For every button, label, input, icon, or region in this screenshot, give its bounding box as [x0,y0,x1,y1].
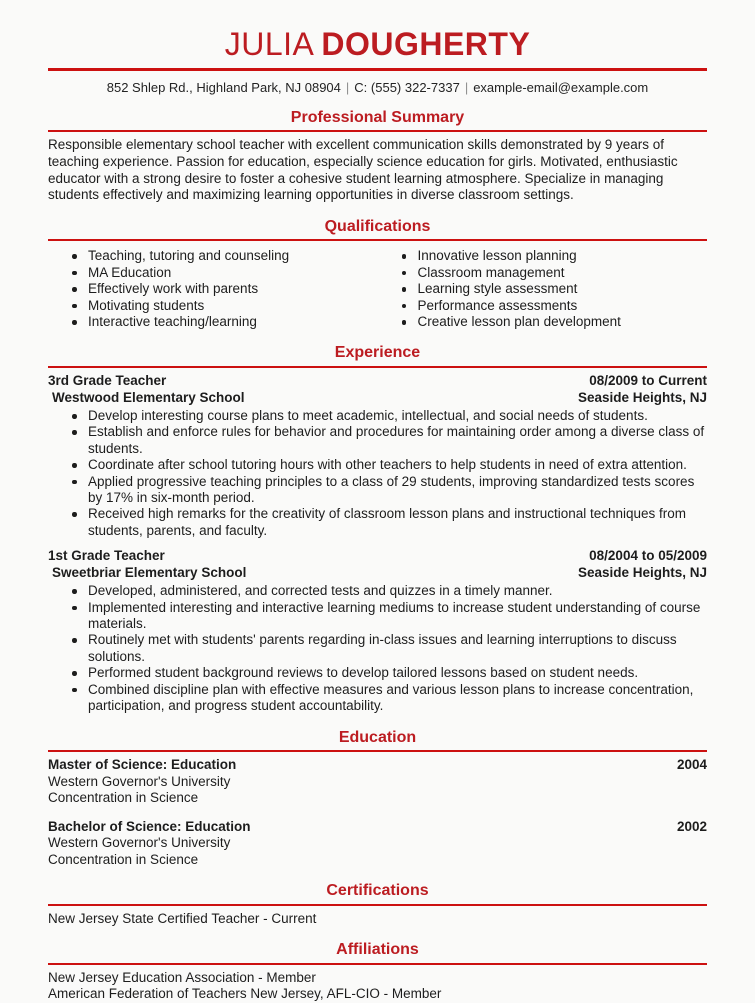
contact-line [48,80,707,95]
qualification-item: MA Education [48,265,378,281]
degree-school: Western Governor's University [48,835,231,851]
candidate-name [48,27,707,63]
job-entry [48,548,707,714]
certification-item: New Jersey State Certified Teacher - Current [48,910,317,926]
qualification-item: Teaching, tutoring and counseling [48,248,378,264]
candidate-first-name: JULIA [224,26,315,62]
qualifications-list-right [378,248,708,330]
job-bullet-list [48,408,707,539]
qualification-item: Interactive teaching/learning [48,314,378,330]
contact-email: example-email@example.com [473,79,649,95]
job-bullet: Applied progressive teaching principles to a class of 29 students, improving standardized tests scores by 17% in six-month period. [48,474,707,507]
qualifications-column-right [378,245,708,330]
job-bullet: Combined discipline plan with effective measures and various lesson plans to increase concentration, participation, and progress student accountability. [48,682,707,715]
job-title-row [48,373,707,390]
qualification-item: Effectively work with parents [48,281,378,297]
degree-entry [48,819,707,869]
job-entry [48,373,707,539]
degree-detail: Concentration in Science [48,851,199,867]
section-title-qualifications: Qualifications [48,218,707,242]
candidate-last-name: DOUGHERTY [321,26,531,62]
qualifications-columns [48,245,707,330]
job-bullet: Develop interesting course plans to meet academic, intellectual, and social needs of students. [48,408,707,424]
job-company: Sweetbriar Elementary School [52,564,247,580]
job-bullet: Performed student background reviews to develop tailored lessons based on student needs. [48,665,707,681]
section-title-professional-summary: Professional Summary [48,109,707,133]
degree-detail: Concentration in Science [48,790,199,806]
job-title-row [48,548,707,565]
section-title-experience: Experience [48,344,707,368]
degree-title-row [48,819,707,836]
summary-text: Responsible elementary school teacher with excellent communication skills demonstrated by 9 years of teaching experience. Passion for education, especially science education for girls. Motivated, enthusiastic educator with a strong desire to foster a cohesive student learning atmosphere. Specialize in managing students effectively and maximizing learning opportunities in diverse classroom settings. [48,137,678,203]
section-title-education: Education [48,729,707,753]
qualifications-list-left [48,248,378,330]
job-bullet: Establish and enforce rules for behavior and procedures for maintaining order among a diverse class of students. [48,424,707,457]
degree-school: Western Governor's University [48,773,231,789]
qualification-item: Motivating students [48,298,378,314]
job-dates: 08/2004 to 05/2009 [589,548,707,564]
job-company-row [48,390,707,407]
degree-year: 2002 [676,818,707,834]
degree-year: 2004 [676,757,707,773]
job-company-row [48,565,707,582]
contact-separator: | [464,79,469,95]
job-bullet: Received high remarks for the creativity of classroom lesson plans and instructional techniques from students, parents, and faculty. [48,506,707,539]
degree-title-row [48,757,707,774]
affiliation-item: American Federation of Teachers New Jersey, AFL-CIO - Member [48,986,442,1002]
degree-title: Master of Science: Education [48,757,237,773]
job-location: Seaside Heights, NJ [577,389,707,405]
contact-address: 852 Shlep Rd., Highland Park, NJ 08904 [106,79,341,95]
qualification-item: Performance assessments [378,298,708,314]
qualification-item: Learning style assessment [378,281,708,297]
affiliation-item: New Jersey Education Association - Member [48,969,316,985]
degree-title: Bachelor of Science: Education [48,818,251,834]
header-divider [48,68,707,71]
job-bullet-list [48,583,707,714]
job-title: 3rd Grade Teacher [48,373,167,389]
qualification-item: Classroom management [378,265,708,281]
section-title-certifications: Certifications [48,882,707,906]
job-location: Seaside Heights, NJ [577,564,707,580]
job-bullet: Developed, administered, and corrected tests and quizzes in a timely manner. [48,583,707,599]
job-bullet: Implemented interesting and interactive learning mediums to increase student understanding of course materials. [48,600,707,633]
contact-phone: C: (555) 322-7337 [354,79,460,95]
section-title-affiliations: Affiliations [48,941,707,965]
job-bullet: Routinely met with students' parents regarding in-class issues and learning interruptions to discuss solutions. [48,632,707,665]
degree-entry [48,757,707,807]
job-bullet: Coordinate after school tutoring hours with other teachers to help students in need of extra attention. [48,457,707,473]
qualification-item: Creative lesson plan development [378,314,708,330]
job-dates: 08/2009 to Current [589,373,707,389]
contact-separator: | [345,79,350,95]
qualifications-column-left [48,245,378,330]
job-title: 1st Grade Teacher [48,548,165,564]
job-company: Westwood Elementary School [52,389,245,405]
qualification-item: Innovative lesson planning [378,248,708,264]
